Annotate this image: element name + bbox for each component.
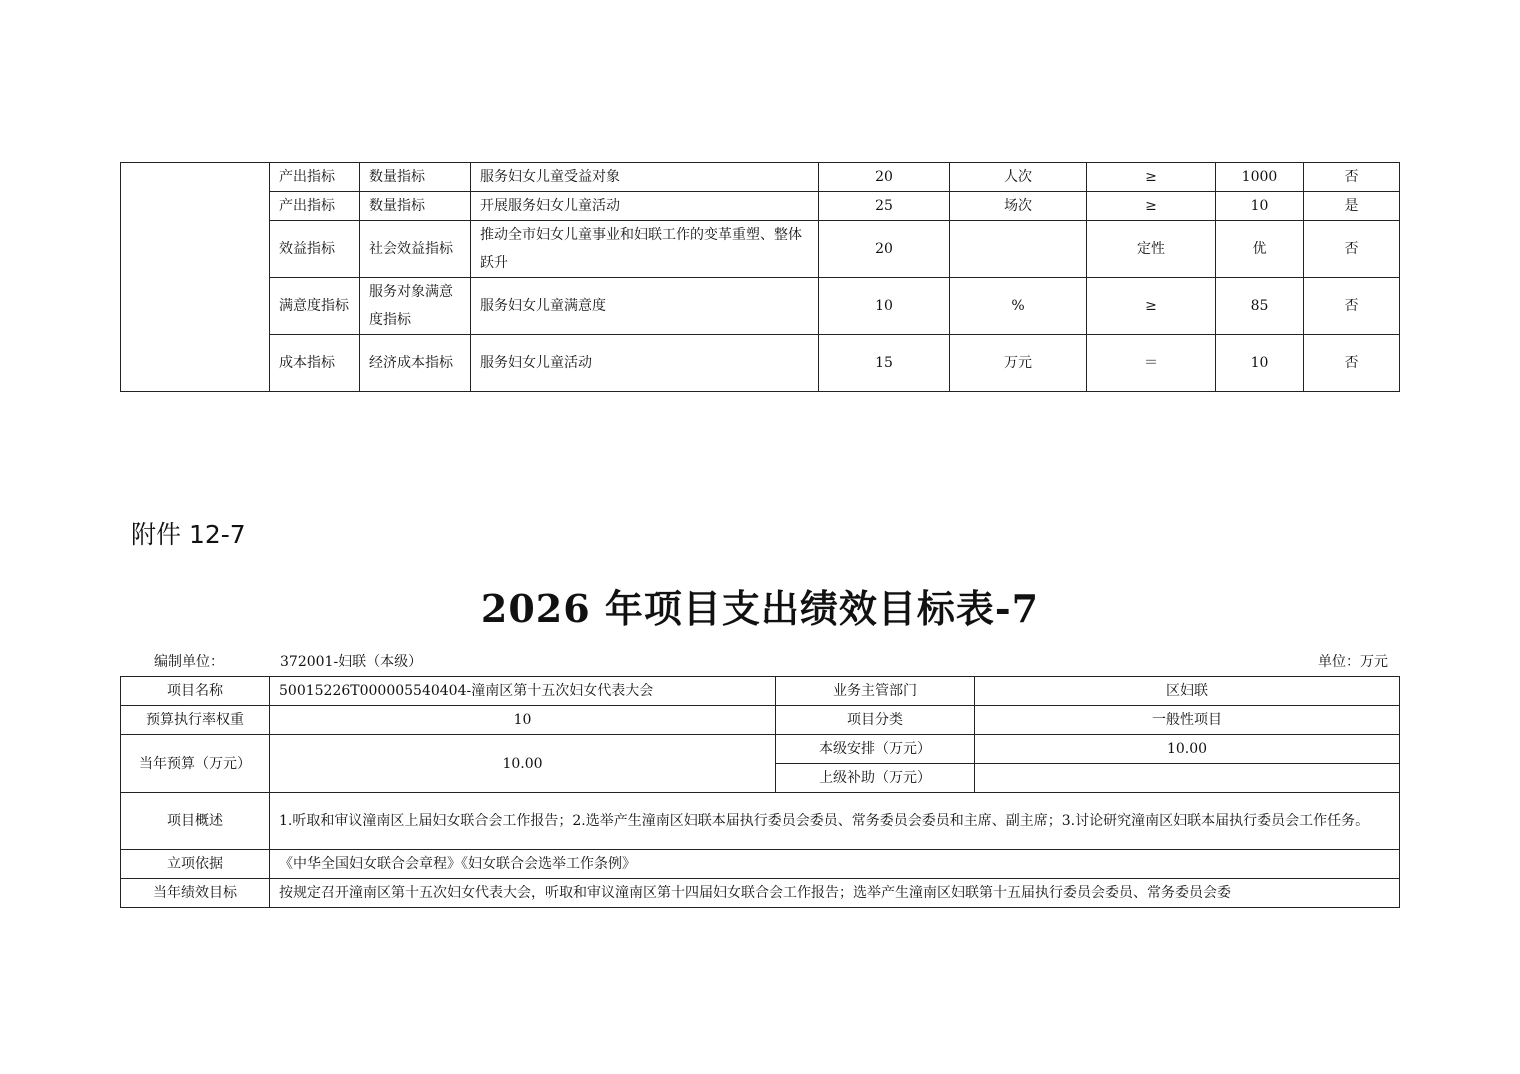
- indicator-unit: 万元: [950, 335, 1087, 392]
- indicator-core: 否: [1304, 221, 1400, 278]
- indicator-level2: 社会效益指标: [360, 221, 471, 278]
- indicator-table: [120, 162, 1400, 392]
- indicator-weight: 15: [819, 335, 950, 392]
- indicator-weight: 20: [819, 163, 950, 192]
- rate-label: 预算执行率权重: [121, 706, 270, 735]
- indicator-core: 否: [1304, 278, 1400, 335]
- indicator-operator: ＝: [1087, 335, 1216, 392]
- indicator-target: 优: [1216, 221, 1304, 278]
- indicator-row: [121, 192, 1400, 221]
- indicator-blank-cell: [121, 163, 270, 392]
- category-value: 一般性项目: [975, 706, 1400, 735]
- subsidy-label: 上级补助（万元）: [776, 764, 975, 793]
- indicator-core: 是: [1304, 192, 1400, 221]
- project-name-label: 项目名称: [121, 677, 270, 706]
- indicator-level1: 产出指标: [270, 163, 360, 192]
- project-name-value: 50015226T000005540404-潼南区第十五次妇女代表大会: [270, 677, 776, 706]
- indicator-target: 85: [1216, 278, 1304, 335]
- project-row: [121, 706, 1400, 735]
- attachment-label: 附件 12-7: [131, 520, 246, 549]
- indicator-weight: 20: [819, 221, 950, 278]
- budget-label: 当年预算（万元）: [121, 735, 270, 793]
- indicator-target: 10: [1216, 335, 1304, 392]
- unit-value: 372001-妇联（本级）: [280, 654, 423, 670]
- indicator-operator: ≥: [1087, 278, 1216, 335]
- local-budget-label: 本级安排（万元）: [776, 735, 975, 764]
- indicator-row: [121, 278, 1400, 335]
- indicator-name: 服务妇女儿童活动: [471, 335, 819, 392]
- indicator-name: 推动全市妇女儿童事业和妇联工作的变革重塑、整体跃升: [471, 221, 819, 278]
- local-budget-value: 10.00: [975, 735, 1400, 764]
- basis-label: 立项依据: [121, 850, 270, 879]
- indicator-unit: %: [950, 278, 1087, 335]
- indicator-operator: ≥: [1087, 163, 1216, 192]
- indicator-operator: ≥: [1087, 192, 1216, 221]
- indicator-row: [121, 163, 1400, 192]
- indicator-name: 开展服务妇女儿童活动: [471, 192, 819, 221]
- subsidy-value: [975, 764, 1400, 793]
- project-row: [121, 879, 1400, 908]
- basis-value: 《中华全国妇女联合会章程》《妇女联合会选举工作条例》: [270, 850, 1400, 879]
- indicator-level1: 产出指标: [270, 192, 360, 221]
- indicator-unit: [950, 221, 1087, 278]
- indicator-level2: 服务对象满意度指标: [360, 278, 471, 335]
- project-table: [120, 676, 1400, 908]
- indicator-operator: 定性: [1087, 221, 1216, 278]
- indicator-name: 服务妇女儿童满意度: [471, 278, 819, 335]
- indicator-level1: 效益指标: [270, 221, 360, 278]
- unit-label: 编制单位：: [154, 654, 224, 670]
- indicator-level1: 成本指标: [270, 335, 360, 392]
- indicator-unit: 人次: [950, 163, 1087, 192]
- indicator-level2: 数量指标: [360, 192, 471, 221]
- indicator-name: 服务妇女儿童受益对象: [471, 163, 819, 192]
- budget-value: 10.00: [270, 735, 776, 793]
- indicator-weight: 25: [819, 192, 950, 221]
- indicator-core: 否: [1304, 163, 1400, 192]
- indicator-row: [121, 221, 1400, 278]
- overview-value: 1.听取和审议潼南区上届妇女联合会工作报告；2.选举产生潼南区妇联本届执行委员会委员、常务委员会委员和主席、副主席；3.讨论研究潼南区妇联本届执行委员会工作任务。: [270, 793, 1400, 850]
- indicator-level2: 经济成本指标: [360, 335, 471, 392]
- indicator-level1: 满意度指标: [270, 278, 360, 335]
- indicator-weight: 10: [819, 278, 950, 335]
- page-title: 2026 年项目支出绩效目标表-7: [480, 586, 1040, 631]
- project-row: [121, 793, 1400, 850]
- dept-value: 区妇联: [975, 677, 1400, 706]
- indicator-level2: 数量指标: [360, 163, 471, 192]
- dept-label: 业务主管部门: [776, 677, 975, 706]
- rate-value: 10: [270, 706, 776, 735]
- indicator-row: [121, 335, 1400, 392]
- indicator-unit: 场次: [950, 192, 1087, 221]
- category-label: 项目分类: [776, 706, 975, 735]
- project-row: [121, 677, 1400, 706]
- indicator-target: 10: [1216, 192, 1304, 221]
- overview-label: 项目概述: [121, 793, 270, 850]
- indicator-core: 否: [1304, 335, 1400, 392]
- project-row: [121, 850, 1400, 879]
- indicator-target: 1000: [1216, 163, 1304, 192]
- goal-value: 按规定召开潼南区第十五次妇女代表大会，听取和审议潼南区第十四届妇女联合会工作报告；选举产生潼南区妇联第十五届执行委员会委员、常务委员会委: [270, 879, 1400, 908]
- currency-unit: 单位：万元: [1318, 654, 1388, 670]
- goal-label: 当年绩效目标: [121, 879, 270, 908]
- project-row: [121, 735, 1400, 764]
